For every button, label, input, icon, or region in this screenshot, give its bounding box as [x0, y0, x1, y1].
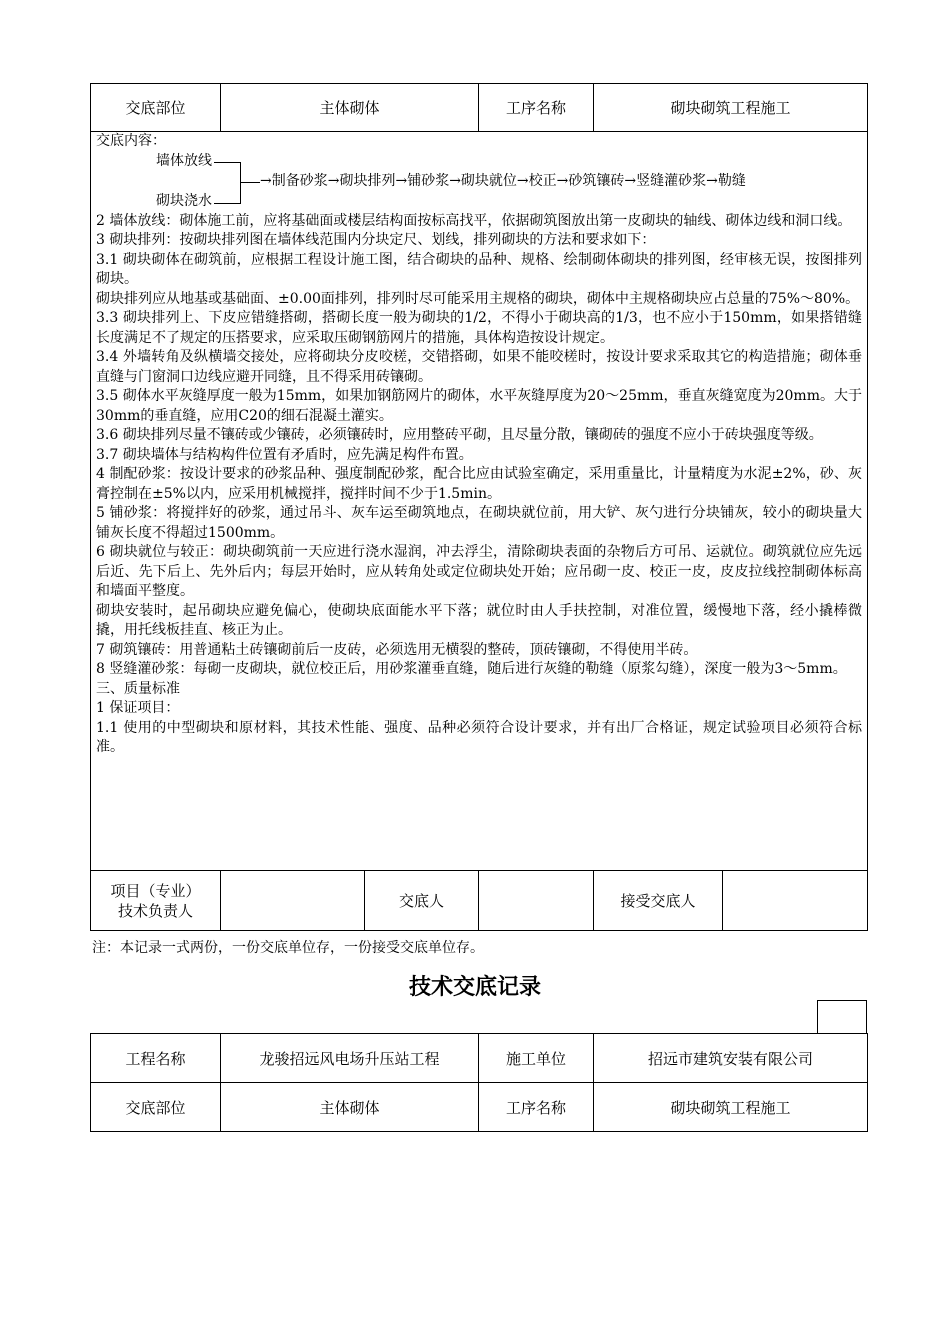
- paragraph: 三、质量标准: [96, 680, 180, 697]
- flow-bracket-stem: [240, 182, 260, 183]
- top-label-process: 工序名称: [479, 84, 594, 132]
- paragraph: 砌块排列应从地基或基础面、±0.00面排列，排列时尽可能采用主规格的砌块，砌体中主规格砌块应占总量的75%～80%。: [96, 290, 860, 307]
- flow-sequence: →制备砂浆→砌块排列→铺砂浆→砌块就位→校正→砂筑镶砖→竖缝灌砂浆→勒缝: [260, 172, 746, 189]
- project-name-value: 龙骏招远风电场升压站工程: [221, 1034, 479, 1083]
- paragraph: 3.7 砌块墙体与结构构件位置有矛盾时，应先满足构件布置。: [96, 446, 473, 463]
- paragraph: 3.4 外墙转角及纵横墙交接处，应将砌块分皮咬槎，交错搭砌，如果不能咬槎时，按设计要求采取其它的构造措施；砌体垂直缝与门窗洞口边线应避开同缝，且不得采用砖镶砌。: [96, 349, 862, 385]
- flow-bracket: [214, 162, 241, 204]
- paragraph: 6 砌块就位与较正：砌块砌筑前一天应进行浇水湿润，冲去浮尘，清除砌块表面的杂物后方可吊、运就位。砌筑就位应先远后近、先下后上、先外后内；每层开始时，应从转角处或定位砌块处开始；应吊砌一皮、校正一皮，皮皮拉线控制砌体标高和墙面平整度。: [96, 544, 862, 599]
- paragraph: 8 竖缝灌砂浆：每砌一皮砌块，就位校正后，用砂浆灌垂直缝，随后进行灰缝的勒缝（原浆勾缝），深度一般为3～5mm。: [96, 661, 847, 677]
- top-value-process: 砌块砌筑工程施工: [594, 84, 868, 132]
- top-value-section: 主体砌体: [221, 84, 479, 132]
- record-number-box: [817, 1000, 867, 1034]
- content-heading: 交底内容：: [96, 133, 166, 149]
- flow-step-wall-line: 墙体放线: [156, 152, 212, 169]
- process-flow: [96, 152, 862, 212]
- paragraph: 3.5 砌体水平灰缝厚度一般为15mm，如果加钢筋网片的砌体，水平灰缝厚度为20～25mm，垂直灰缝宽度为20mm。大于30mm的垂直缝，应用C20的细石混凝土灌实。: [96, 388, 862, 424]
- paragraph: 3.3 砌块排列上、下皮应错缝搭砌，搭砌长度一般为砌块的1/2，不得小于砌块高的1/3，也不应小于150mm，如果搭错缝长度满足不了规定的压搭要求，应采取压砌钢筋网片的措施，具体构造按设计规定。: [96, 310, 862, 346]
- paragraph: 2 墙体放线：砌体施工前，应将基础面或楼层结构面按标高找平，依据砌筑图放出第一皮砌块的轴线、砌体边线和洞口线。: [96, 212, 852, 229]
- record-note: 注：本记录一式两份，一份交底单位存，一份接受交底单位存。: [92, 940, 484, 956]
- paragraph: 3 砌块排列：按砌块排列图在墙体线范围内分块定尺、划线，排列砌块的方法和要求如下：: [96, 232, 656, 248]
- receiver-signature: [723, 871, 868, 931]
- tech-lead-signature: [221, 871, 365, 931]
- paragraph: 5 铺砂浆：将搅拌好的砂浆，通过吊斗、灰车运至砌筑地点，在砌块就位前，用大铲、灰勺进行分块铺灰，较小的砌块量大铺灰长度不得超过1500mm。: [96, 505, 862, 541]
- top-header-table: [90, 83, 868, 132]
- process-value: 砌块砌筑工程施工: [594, 1083, 868, 1132]
- section-value: 主体砌体: [221, 1083, 479, 1132]
- content-area: [92, 130, 866, 874]
- paragraph: 7 砌筑镶砖：用普通粘土砖镶砌前后一皮砖，必须选用无横裂的整砖，顶砖镶砌，不得使用半砖。: [96, 641, 698, 658]
- page-title: 技术交底记录: [408, 975, 541, 1000]
- presenter-label: 交底人: [365, 871, 479, 931]
- presenter-signature: [479, 871, 594, 931]
- paragraph: 3.6 砌块排列尽量不镶砖或少镶砖，必须镶砖时，应用整砖平砌，且尽量分散，镶砌砖的强度不应小于砖块强度等级。: [96, 427, 823, 443]
- section-label: 交底部位: [91, 1083, 221, 1132]
- paragraph: 1 保证项目：: [96, 700, 180, 716]
- paragraph: 4 制配砂浆：按设计要求的砂浆品种、强度制配砂浆，配合比应由试验室确定，采用重量比，计量精度为水泥±2%，砂、灰膏控制在±5%以内，应采用机械搅拌，搅拌时间不少于1.5min。: [96, 466, 862, 502]
- top-label-section: 交底部位: [91, 84, 221, 132]
- contractor-value: 招远市建筑安装有限公司: [594, 1034, 868, 1083]
- paragraph: 1.1 使用的中型砌块和原材料，其技术性能、强度、品种必须符合设计要求，并有出厂合格证，规定试验项目必须符合标准。: [96, 719, 862, 755]
- tech-lead-label: 项目（专业） 技术负责人: [91, 871, 221, 931]
- receiver-label: 接受交底人: [594, 871, 723, 931]
- signature-table: [90, 870, 868, 931]
- contractor-label: 施工单位: [479, 1034, 594, 1083]
- flow-step-watering: 砌块浇水: [156, 192, 212, 209]
- bottom-header-table: [90, 1033, 868, 1132]
- paragraph: 3.1 砌块砌体在砌筑前，应根据工程设计施工图，结合砌块的品种、规格、绘制砌体砌块的排列图，经审核无误，按图排列砌块。: [96, 251, 862, 287]
- paragraph: 砌块安装时，起吊砌块应避免偏心，使砌块底面能水平下落；就位时由人手扶控制，对准位置，缓慢地下落，经小撬棒微撬，用托线板挂直、核正为止。: [96, 602, 862, 638]
- process-label: 工序名称: [479, 1083, 594, 1132]
- project-name-label: 工程名称: [91, 1034, 221, 1083]
